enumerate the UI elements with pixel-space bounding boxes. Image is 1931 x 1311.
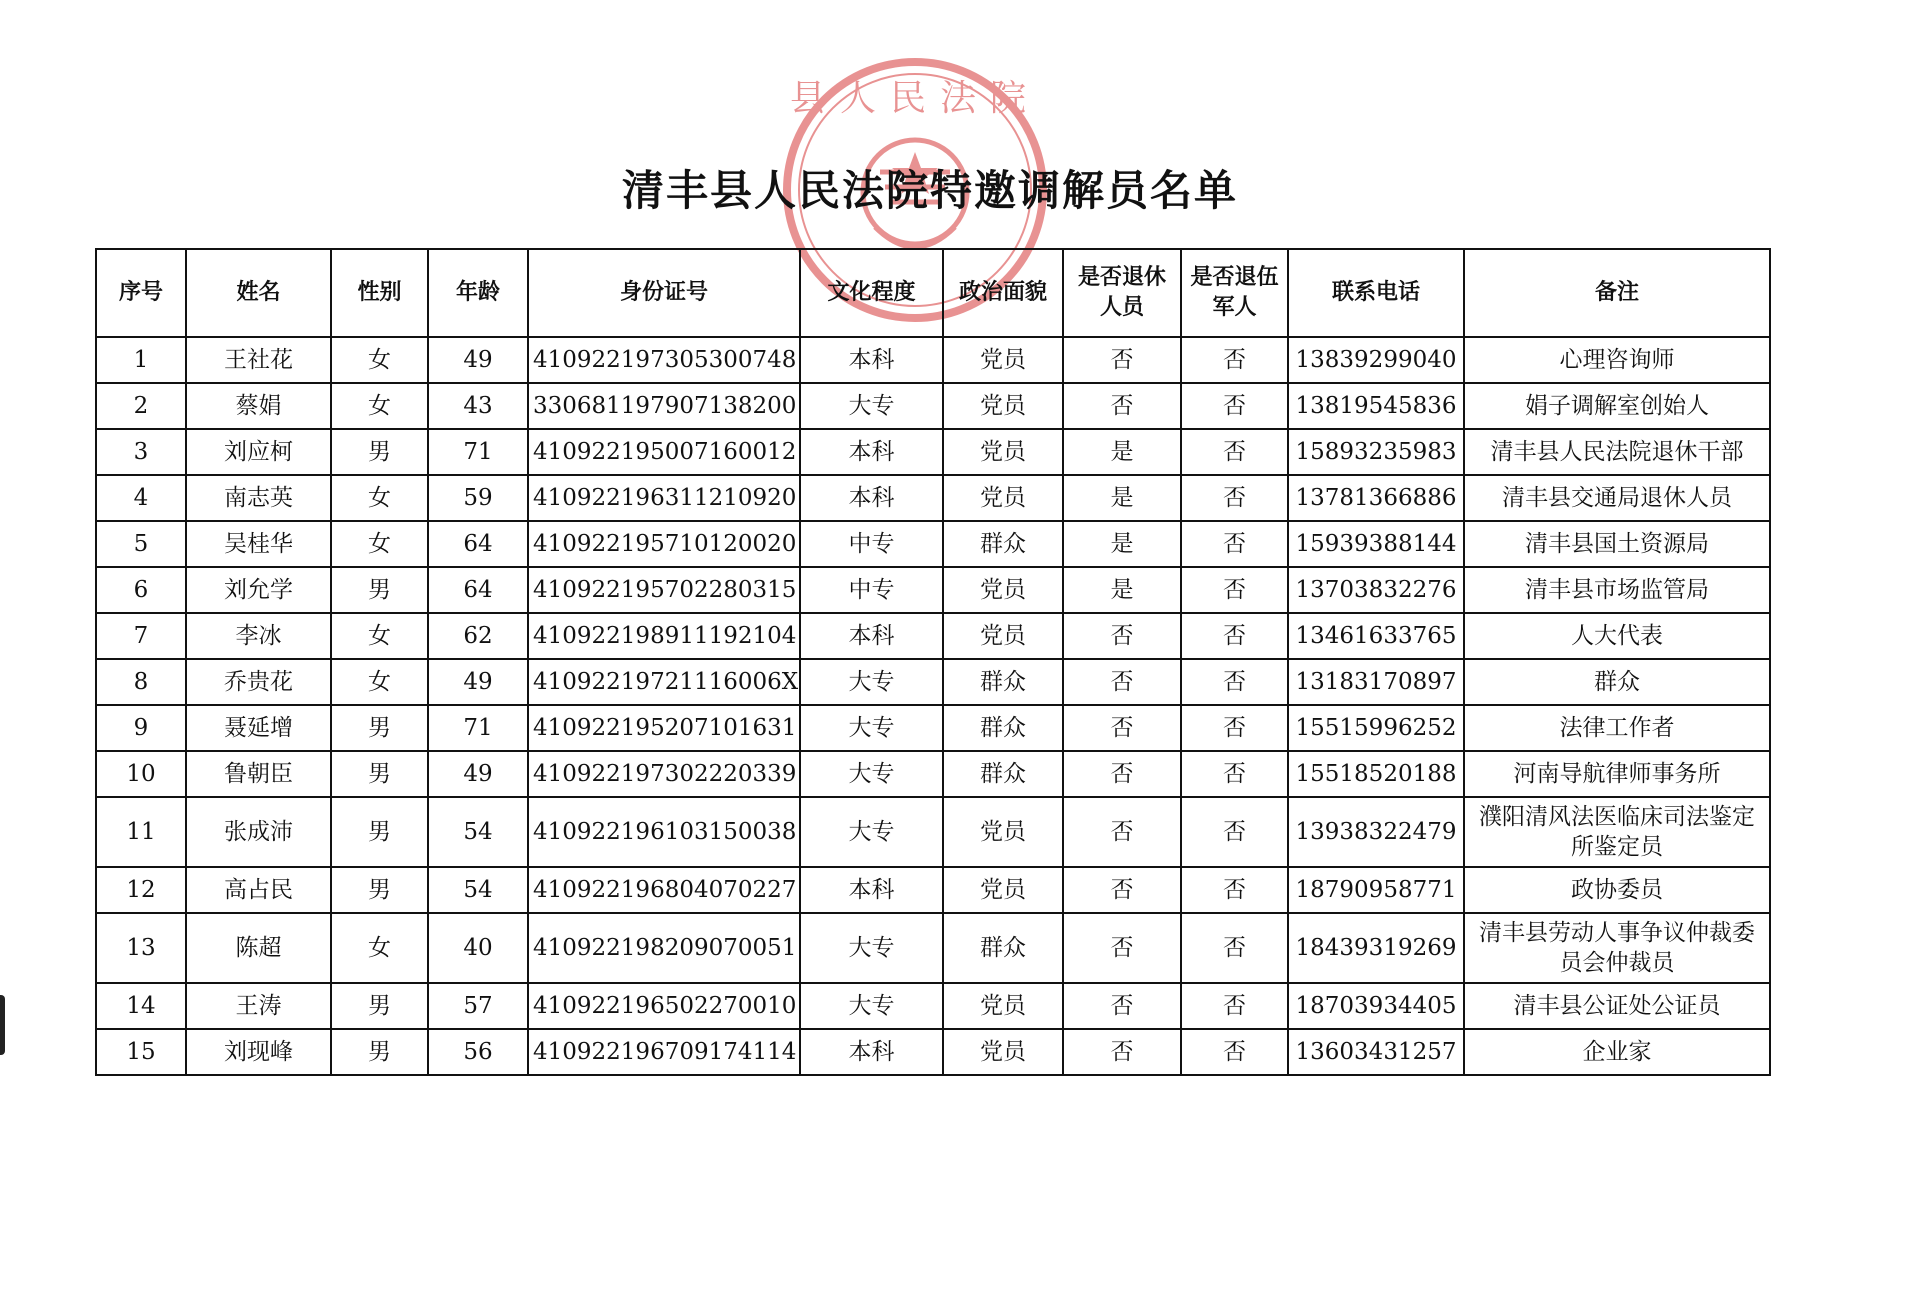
cell-index: 1 — [96, 337, 186, 383]
cell-political-status: 群众 — [943, 521, 1063, 567]
cell-name: 聂延增 — [186, 705, 331, 751]
mediator-roster-table — [95, 248, 1771, 1076]
cell-remarks: 心理咨询师 — [1464, 337, 1770, 383]
header-remarks: 备注 — [1464, 249, 1770, 337]
cell-name: 吴桂华 — [186, 521, 331, 567]
cell-name: 李冰 — [186, 613, 331, 659]
cell-education: 大专 — [800, 705, 943, 751]
cell-phone: 13703832276 — [1288, 567, 1464, 613]
cell-id-number: 410922195702280315 — [528, 567, 800, 613]
cell-retired: 否 — [1063, 705, 1181, 751]
cell-remarks: 清丰县人民法院退休干部 — [1464, 429, 1770, 475]
cell-remarks: 群众 — [1464, 659, 1770, 705]
cell-education: 大专 — [800, 659, 943, 705]
cell-veteran: 否 — [1181, 705, 1288, 751]
cell-veteran: 否 — [1181, 867, 1288, 913]
cell-education: 大专 — [800, 383, 943, 429]
table-row — [96, 567, 1770, 613]
cell-gender: 男 — [331, 867, 428, 913]
cell-gender: 女 — [331, 383, 428, 429]
cell-political-status: 党员 — [943, 613, 1063, 659]
cell-phone: 15939388144 — [1288, 521, 1464, 567]
cell-remarks: 清丰县市场监管局 — [1464, 567, 1770, 613]
cell-age: 59 — [428, 475, 528, 521]
table-row — [96, 867, 1770, 913]
cell-political-status: 群众 — [943, 913, 1063, 983]
cell-remarks: 清丰县公证处公证员 — [1464, 983, 1770, 1029]
cell-phone: 15893235983 — [1288, 429, 1464, 475]
cell-age: 62 — [428, 613, 528, 659]
cell-phone: 15518520188 — [1288, 751, 1464, 797]
cell-age: 54 — [428, 867, 528, 913]
cell-retired: 否 — [1063, 1029, 1181, 1075]
cell-age: 40 — [428, 913, 528, 983]
cell-retired: 否 — [1063, 797, 1181, 867]
cell-political-status: 党员 — [943, 867, 1063, 913]
cell-phone: 18703934405 — [1288, 983, 1464, 1029]
cell-remarks: 清丰县国土资源局 — [1464, 521, 1770, 567]
cell-id-number: 410922198209070051 — [528, 913, 800, 983]
cell-id-number: 410922197302220339 — [528, 751, 800, 797]
cell-index: 13 — [96, 913, 186, 983]
cell-retired: 否 — [1063, 337, 1181, 383]
cell-gender: 男 — [331, 983, 428, 1029]
cell-name: 陈超 — [186, 913, 331, 983]
cell-phone: 13839299040 — [1288, 337, 1464, 383]
cell-name: 刘现峰 — [186, 1029, 331, 1075]
cell-age: 49 — [428, 751, 528, 797]
cell-name: 刘应柯 — [186, 429, 331, 475]
cell-age: 57 — [428, 983, 528, 1029]
cell-id-number: 410922196804070227 — [528, 867, 800, 913]
table-row — [96, 659, 1770, 705]
cell-index: 11 — [96, 797, 186, 867]
header-education: 文化程度 — [800, 249, 943, 337]
cell-veteran: 否 — [1181, 475, 1288, 521]
cell-veteran: 否 — [1181, 751, 1288, 797]
cell-education: 大专 — [800, 797, 943, 867]
cell-id-number: 410922196103150038 — [528, 797, 800, 867]
table-row — [96, 913, 1770, 983]
cell-id-number: 410922196709174114 — [528, 1029, 800, 1075]
cell-index: 10 — [96, 751, 186, 797]
table-row — [96, 983, 1770, 1029]
cell-political-status: 党员 — [943, 797, 1063, 867]
cell-retired: 是 — [1063, 567, 1181, 613]
cell-remarks: 政协委员 — [1464, 867, 1770, 913]
cell-retired: 否 — [1063, 983, 1181, 1029]
cell-gender: 女 — [331, 613, 428, 659]
cell-veteran: 否 — [1181, 983, 1288, 1029]
cell-veteran: 否 — [1181, 797, 1288, 867]
cell-remarks: 清丰县交通局退休人员 — [1464, 475, 1770, 521]
cell-remarks: 人大代表 — [1464, 613, 1770, 659]
cell-veteran: 否 — [1181, 337, 1288, 383]
cell-remarks: 法律工作者 — [1464, 705, 1770, 751]
table-row — [96, 383, 1770, 429]
header-age: 年龄 — [428, 249, 528, 337]
cell-remarks: 濮阳清风法医临床司法鉴定所鉴定员 — [1464, 797, 1770, 867]
cell-remarks: 清丰县劳动人事争议仲裁委员会仲裁员 — [1464, 913, 1770, 983]
cell-name: 张成沛 — [186, 797, 331, 867]
cell-remarks: 河南导航律师事务所 — [1464, 751, 1770, 797]
cell-education: 大专 — [800, 983, 943, 1029]
cell-political-status: 群众 — [943, 705, 1063, 751]
header-name: 姓名 — [186, 249, 331, 337]
table-row — [96, 613, 1770, 659]
cell-political-status: 党员 — [943, 1029, 1063, 1075]
cell-name: 鲁朝臣 — [186, 751, 331, 797]
cell-education: 本科 — [800, 613, 943, 659]
cell-political-status: 党员 — [943, 983, 1063, 1029]
cell-education: 大专 — [800, 751, 943, 797]
cell-veteran: 否 — [1181, 613, 1288, 659]
cell-retired: 是 — [1063, 429, 1181, 475]
cell-gender: 女 — [331, 659, 428, 705]
cell-age: 64 — [428, 567, 528, 613]
cell-id-number: 410922195007160012 — [528, 429, 800, 475]
header-phone: 联系电话 — [1288, 249, 1464, 337]
cell-name: 王涛 — [186, 983, 331, 1029]
cell-age: 43 — [428, 383, 528, 429]
header-political-status: 政治面貌 — [943, 249, 1063, 337]
cell-remarks: 企业家 — [1464, 1029, 1770, 1075]
scan-edge-mark — [0, 995, 5, 1055]
table-row — [96, 797, 1770, 867]
cell-name: 高占民 — [186, 867, 331, 913]
cell-political-status: 党员 — [943, 337, 1063, 383]
cell-age: 64 — [428, 521, 528, 567]
cell-education: 大专 — [800, 913, 943, 983]
cell-age: 49 — [428, 337, 528, 383]
cell-phone: 13819545836 — [1288, 383, 1464, 429]
cell-veteran: 否 — [1181, 659, 1288, 705]
cell-education: 中专 — [800, 567, 943, 613]
cell-age: 71 — [428, 705, 528, 751]
cell-political-status: 党员 — [943, 383, 1063, 429]
cell-index: 7 — [96, 613, 186, 659]
cell-veteran: 否 — [1181, 567, 1288, 613]
cell-phone: 18439319269 — [1288, 913, 1464, 983]
cell-gender: 男 — [331, 797, 428, 867]
cell-index: 3 — [96, 429, 186, 475]
cell-age: 49 — [428, 659, 528, 705]
cell-retired: 否 — [1063, 613, 1181, 659]
cell-gender: 男 — [331, 705, 428, 751]
cell-index: 4 — [96, 475, 186, 521]
cell-gender: 女 — [331, 913, 428, 983]
cell-age: 54 — [428, 797, 528, 867]
cell-gender: 男 — [331, 567, 428, 613]
table-header-row — [96, 249, 1770, 337]
cell-retired: 否 — [1063, 659, 1181, 705]
cell-index: 6 — [96, 567, 186, 613]
cell-veteran: 否 — [1181, 913, 1288, 983]
cell-political-status: 群众 — [943, 659, 1063, 705]
cell-name: 王社花 — [186, 337, 331, 383]
cell-veteran: 否 — [1181, 521, 1288, 567]
table-row — [96, 475, 1770, 521]
cell-political-status: 党员 — [943, 429, 1063, 475]
cell-education: 本科 — [800, 867, 943, 913]
cell-id-number: 410922196502270010 — [528, 983, 800, 1029]
cell-id-number: 410922197305300748 — [528, 337, 800, 383]
cell-id-number: 41092219721116006X — [528, 659, 800, 705]
cell-phone: 18790958771 — [1288, 867, 1464, 913]
cell-retired: 是 — [1063, 475, 1181, 521]
cell-id-number: 330681197907138200 — [528, 383, 800, 429]
cell-name: 蔡娟 — [186, 383, 331, 429]
cell-gender: 女 — [331, 521, 428, 567]
cell-name: 乔贵花 — [186, 659, 331, 705]
cell-veteran: 否 — [1181, 383, 1288, 429]
cell-retired: 否 — [1063, 913, 1181, 983]
table-row — [96, 429, 1770, 475]
cell-retired: 是 — [1063, 521, 1181, 567]
cell-phone: 13603431257 — [1288, 1029, 1464, 1075]
cell-name: 南志英 — [186, 475, 331, 521]
cell-id-number: 410922198911192104 — [528, 613, 800, 659]
seal-lettering: 县人民法院 — [789, 78, 1041, 119]
cell-index: 12 — [96, 867, 186, 913]
cell-political-status: 党员 — [943, 567, 1063, 613]
cell-index: 9 — [96, 705, 186, 751]
cell-gender: 男 — [331, 751, 428, 797]
table-body — [96, 337, 1770, 1075]
table-row — [96, 1029, 1770, 1075]
cell-index: 14 — [96, 983, 186, 1029]
cell-education: 本科 — [800, 1029, 943, 1075]
header-veteran: 是否退伍军人 — [1181, 249, 1288, 337]
cell-veteran: 否 — [1181, 429, 1288, 475]
page-title: 清丰县人民法院特邀调解员名单 — [621, 166, 1238, 215]
cell-political-status: 党员 — [943, 475, 1063, 521]
cell-age: 56 — [428, 1029, 528, 1075]
cell-index: 15 — [96, 1029, 186, 1075]
cell-retired: 否 — [1063, 751, 1181, 797]
cell-index: 8 — [96, 659, 186, 705]
table-row — [96, 705, 1770, 751]
table-row — [96, 751, 1770, 797]
cell-gender: 女 — [331, 337, 428, 383]
cell-phone: 13183170897 — [1288, 659, 1464, 705]
cell-id-number: 410922196311210920 — [528, 475, 800, 521]
header-retired: 是否退休人员 — [1063, 249, 1181, 337]
cell-education: 本科 — [800, 337, 943, 383]
cell-phone: 15515996252 — [1288, 705, 1464, 751]
cell-veteran: 否 — [1181, 1029, 1288, 1075]
cell-index: 2 — [96, 383, 186, 429]
cell-remarks: 娟子调解室创始人 — [1464, 383, 1770, 429]
cell-retired: 否 — [1063, 867, 1181, 913]
cell-education: 中专 — [800, 521, 943, 567]
cell-gender: 男 — [331, 1029, 428, 1075]
header-id-number: 身份证号 — [528, 249, 800, 337]
table-row — [96, 337, 1770, 383]
header-gender: 性别 — [331, 249, 428, 337]
table-row — [96, 521, 1770, 567]
cell-phone: 13461633765 — [1288, 613, 1464, 659]
cell-gender: 女 — [331, 475, 428, 521]
cell-education: 本科 — [800, 429, 943, 475]
cell-age: 71 — [428, 429, 528, 475]
cell-id-number: 410922195207101631 — [528, 705, 800, 751]
cell-political-status: 群众 — [943, 751, 1063, 797]
cell-id-number: 410922195710120020 — [528, 521, 800, 567]
cell-name: 刘允学 — [186, 567, 331, 613]
cell-retired: 否 — [1063, 383, 1181, 429]
cell-index: 5 — [96, 521, 186, 567]
cell-gender: 男 — [331, 429, 428, 475]
cell-phone: 13781366886 — [1288, 475, 1464, 521]
cell-phone: 13938322479 — [1288, 797, 1464, 867]
cell-education: 本科 — [800, 475, 943, 521]
header-index: 序号 — [96, 249, 186, 337]
